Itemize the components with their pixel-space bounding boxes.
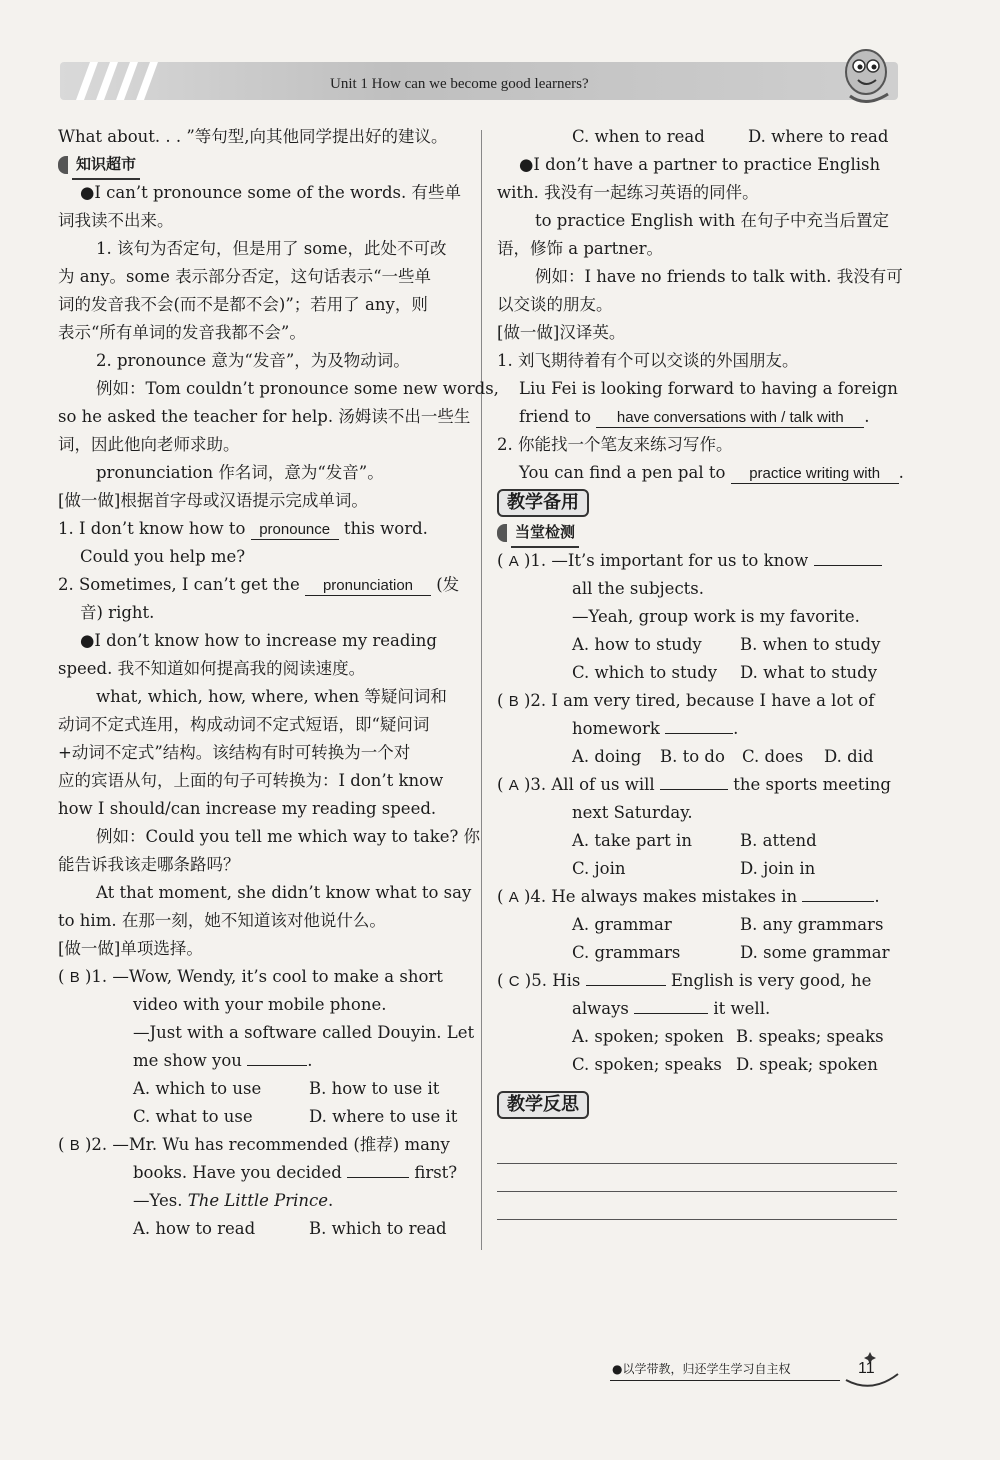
text-line: 动词不定式连用，构成动词不定式短语，即“疑问词 [58,715,430,734]
text-line: 表示“所有单词的发音我都不会”。 [58,323,306,342]
test-question-2: ( B )2. I am very tired, because I have a lot of [497,691,875,710]
text-line: 1. 刘飞期待着有个可以交谈的外国朋友。 [497,351,799,370]
mc-question-2: ( B )2. —Mr. Wu has recommended (推荐) many [58,1135,450,1154]
intro-line: What about. . . ”等句型,向其他同学提出好的建议。 [58,127,448,146]
text-line: ●I can’t pronounce some of the words. 有些单 [80,183,462,202]
test-question-4: ( A )4. He always makes mistakes in . [497,887,880,906]
section-knowledge-market: 知识超市 [58,151,462,179]
teaching-reflection-heading: 教学反思 [497,1091,589,1119]
answer-letter: C [508,973,520,990]
exercise-heading: [做一做]单项选择。 [58,939,203,958]
mc-options [497,939,901,967]
option-a[interactable]: A. how to read [133,1219,256,1238]
mc-options [497,659,901,687]
option-c[interactable]: C. when to read [572,127,705,146]
option-b[interactable]: B. which to read [309,1219,447,1238]
exercise-item-1: 1. I don’t know how to pronounce this word. [58,519,428,538]
text-line: Liu Fei is looking forward to having a foreign [519,379,898,398]
text-line: 2. 你能找一个笔友来练习写作。 [497,435,733,454]
text-line: how I should/can increase my reading speed. [58,799,437,818]
exercise-heading: [做一做]汉译英。 [497,323,626,342]
mc-options [497,743,901,771]
mc-options [497,827,901,855]
option-b[interactable]: B. how to use it [309,1079,440,1098]
mc-question-1: ( B )1. —Wow, Wendy, it’s cool to make a short [58,967,443,986]
test-question-1: ( A )1. —It’s important for us to know [497,547,901,575]
mc-options [497,855,901,883]
answer-blank[interactable] [586,985,666,986]
mc-options [497,1023,901,1051]
header-stripes-decoration [64,62,174,100]
book-title: The Little Prince [187,1191,329,1210]
answer-blank[interactable]: practice writing with [731,465,899,484]
option-d[interactable]: D. join in [740,859,816,878]
mc-options [58,1103,462,1131]
option-a[interactable]: A. spoken; spoken [572,1027,724,1046]
answer-blank[interactable] [802,901,874,902]
option-a[interactable]: A. take part in [572,831,692,850]
text-line: next Saturday. [572,803,693,822]
option-c[interactable]: C. spoken; speaks [572,1055,722,1074]
answer-letter: A [508,889,519,906]
option-b[interactable]: B. when to study [740,635,881,654]
text-line: 例如：I have no friends to talk with. 我没有可 [535,267,903,286]
exercise-heading: [做一做]根据首字母或汉语提示完成单词。 [58,491,368,510]
answer-letter: A [508,553,519,570]
text-line: video with your mobile phone. [133,995,387,1014]
mc-options [497,123,901,151]
option-d[interactable]: D. did [824,747,874,766]
text-line: 词我读不出来。 [58,211,174,230]
answer-blank[interactable] [247,1065,307,1066]
answer-blank[interactable] [665,733,733,734]
text-line: 词，因此他向老师求助。 [58,435,240,454]
option-a[interactable]: A. doing [572,747,642,766]
text-line: with. 我没有一起练习英语的同伴。 [497,183,759,202]
answer-blank[interactable]: pronounce [251,521,339,540]
text-line: Could you help me? [80,547,246,566]
option-d[interactable]: D. speak; spoken [736,1055,878,1074]
answer-letter: B [69,1137,80,1154]
text-line: 应的宾语从句，上面的句子可转换为：I don’t know [58,771,444,790]
answer-letter: B [508,693,519,710]
text-line: 以交谈的朋友。 [497,295,613,314]
option-d[interactable]: D. where to use it [309,1107,458,1126]
text-line: pronunciation 作名词，意为“发音”。 [96,463,384,482]
teaching-backup-heading: 教学备用 [497,489,589,517]
box-head-wrap [497,487,901,519]
text-line: 例如：Tom couldn’t pronounce some new words, [96,379,499,398]
writing-line[interactable] [497,1163,897,1164]
section-bar-icon [58,156,68,174]
text-line: 音) right. [80,603,155,622]
text-line: 语，修饰 a partner。 [497,239,664,258]
column-divider [481,130,482,1250]
answer-blank[interactable] [660,789,728,790]
answer-blank[interactable] [814,565,882,566]
text-line: friend to have conversations with / talk with . [519,407,870,426]
mc-options [497,1051,901,1079]
text-line: +动词不定式”结构。该结构有时可转换为一个对 [58,743,411,762]
option-c[interactable]: C. which to study [572,663,718,682]
text-line: 词的发音我不会(而不是都不会)”；若用了 any，则 [58,295,428,314]
text-line: to him. 在那一刻，她不知道该对他说什么。 [58,911,386,930]
option-d[interactable]: D. what to study [740,663,878,682]
text-line: so he asked the teacher for help. 汤姆读不出一些生 [58,407,471,426]
option-b[interactable]: B. speaks; speaks [736,1027,884,1046]
answer-blank[interactable]: pronunciation [305,577,431,596]
text-line: always it well. [572,999,771,1018]
text-line: —Just with a software called Douyin. Let [133,1023,475,1042]
writing-line[interactable] [497,1219,897,1220]
answer-blank[interactable] [347,1177,409,1178]
footer-rule [610,1380,840,1381]
answer-letter: A [508,777,519,794]
text-line: homework . [572,719,739,738]
section-in-class-test: 当堂检测 [497,519,901,547]
option-a[interactable]: A. which to use [133,1079,262,1098]
text-line: —Yes. The Little Prince. [133,1191,334,1210]
option-b[interactable]: B. any grammars [740,915,884,934]
box-head-wrap [497,1089,901,1121]
writing-line[interactable] [497,1191,897,1192]
text-line: 2. pronounce 意为“发音”，为及物动词。 [96,351,410,370]
unit-title: Unit 1 How can we become good learners? [330,76,589,92]
text-line: —Yeah, group work is my favorite. [572,607,860,626]
option-a[interactable]: A. how to study [572,635,702,654]
text-line: At that moment, she didn’t know what to say [96,883,472,902]
section-bar-icon [497,524,507,542]
right-column [497,123,904,1121]
text-line: 为 any。some 表示部分否定，这句话表示“一些单 [58,267,432,286]
text-line: You can find a pen pal to practice writing with . [519,463,904,482]
text-line: 1. 该句为否定句，但是用了 some，此处不可改 [96,239,447,258]
text-line: what, which, how, where, when 等疑问词和 [96,687,447,706]
option-a[interactable]: A. grammar [572,915,672,934]
answer-blank[interactable]: have conversations with / talk with [596,409,864,428]
footer-slogan: ●以学带教，归还学生学习自主权 [612,1362,791,1376]
mc-options [58,1215,462,1243]
text-line: 能告诉我该走哪条路吗？ [58,855,240,874]
option-c[interactable]: C. grammars [572,943,681,962]
text-line: to practice English with 在句子中充当后置定 [535,211,890,230]
text-line: ●I don’t have a partner to practice English [519,155,881,174]
answer-blank[interactable] [634,1013,708,1014]
mc-options [497,911,901,939]
test-question-3: ( A )3. All of us will the sports meeting [497,775,891,794]
text-line: me show you . [133,1051,313,1070]
text-line: ●I don’t know how to increase my reading [80,631,437,650]
exercise-item-2: 2. Sometimes, I can’t get the pronunciation (发 [58,575,460,594]
mc-options [58,1075,462,1103]
text-line: 例如：Could you tell me which way to take? 你 [96,827,481,846]
option-c[interactable]: C. join [572,859,626,878]
test-question-5: ( C )5. His English is very good, he [497,971,872,990]
text-line: speed. 我不知道如何提高我的阅读速度。 [58,659,366,678]
option-d[interactable]: D. some grammar [740,943,890,962]
option-b[interactable]: B. to do [660,747,725,766]
option-c[interactable]: C. does [742,747,804,766]
option-c[interactable]: C. what to use [133,1107,253,1126]
option-d[interactable]: D. where to read [748,127,889,146]
mascot-icon [836,38,900,108]
option-b[interactable]: B. attend [740,831,817,850]
left-column [58,123,499,1243]
answer-letter: B [69,969,80,986]
mc-options [497,631,901,659]
text-line: all the subjects. [572,579,705,598]
text-line: books. Have you decided first? [133,1163,458,1182]
page-number: 11 [858,1360,875,1377]
